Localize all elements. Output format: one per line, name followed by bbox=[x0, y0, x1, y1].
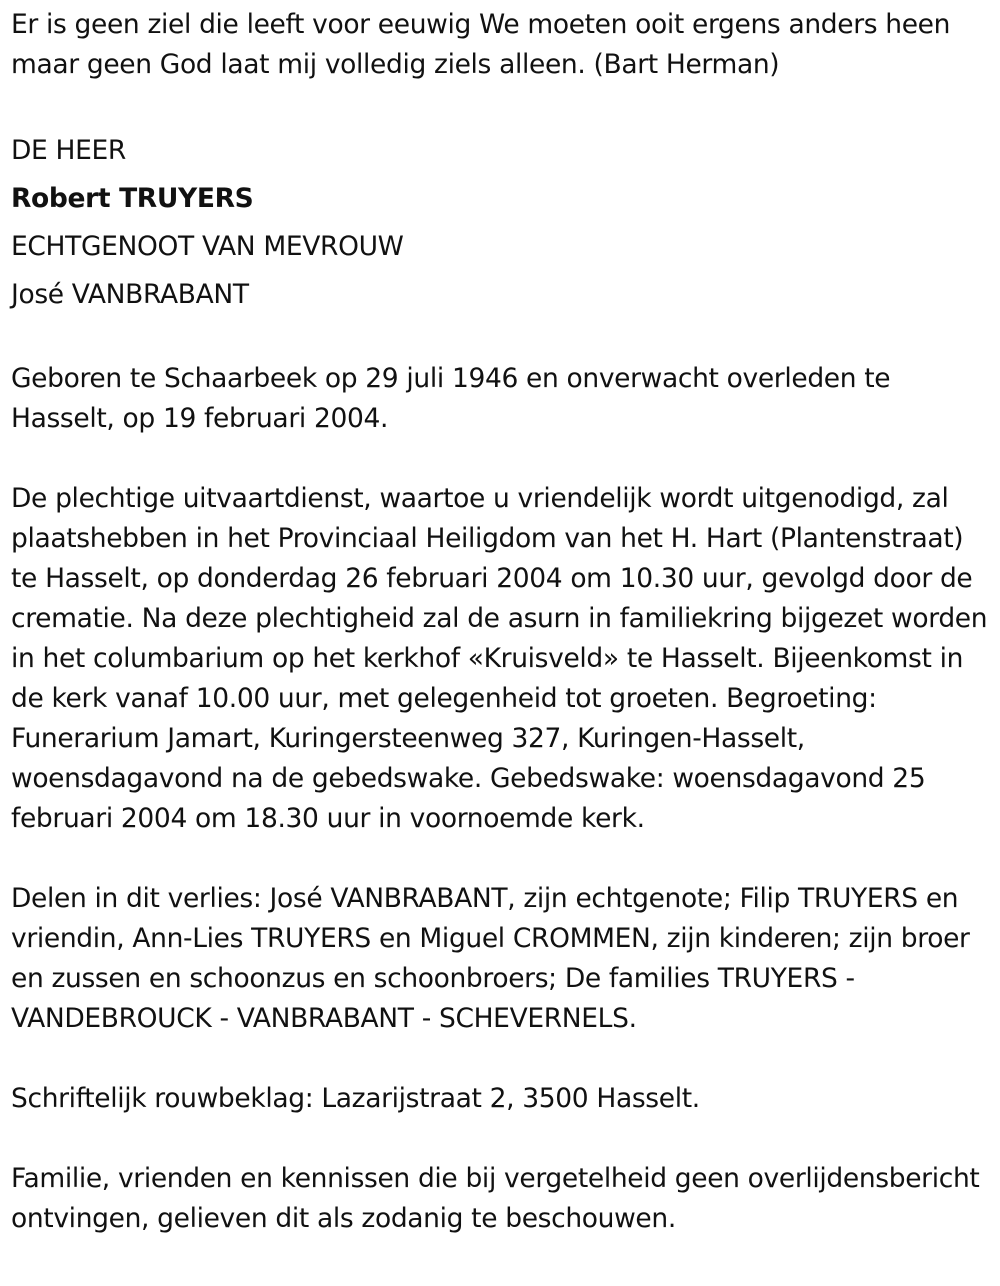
mourners-paragraph: Delen in dit verlies: José VANBRABANT, zijn echtgenote; Filip TRUYERS en vriendin, Ann-Lies TRUYERS en Miguel CROMMEN, zijn kinderen; zijn broer en zussen en schoonzus en schoonbroers; De families TRUYERS - VANDEBROUCK - VANBRABANT - SCHEVERNELS. bbox=[11, 883, 970, 1034]
paragraph-spacer bbox=[11, 839, 990, 879]
closing-note: Familie, vrienden en kennissen die bij vergetelheid geen overlijdensbericht ontvingen, gelieven dit als zodanig te beschouwen. bbox=[11, 1163, 980, 1234]
birth-death-paragraph: Geboren te Schaarbeek op 29 juli 1946 en onverwacht overleden te Hasselt, op 19 februari 2004. bbox=[11, 363, 891, 434]
opening-quote: Er is geen ziel die leeft voor eeuwig We moeten ooit ergens anders heen maar geen God laat mij volledig ziels alleen. (Bart Herman) bbox=[11, 9, 951, 80]
paragraph-spacer bbox=[11, 1039, 990, 1079]
honorific-title: DE HEER bbox=[11, 135, 126, 166]
paragraph-spacer bbox=[11, 439, 990, 479]
paragraph-spacer bbox=[11, 1119, 990, 1159]
condolence-address: Schriftelijk rouwbeklag: Lazarijstraat 2, 3500 Hasselt. bbox=[11, 1083, 700, 1114]
deceased-name: Robert TRUYERS bbox=[11, 183, 254, 214]
deceased-header bbox=[11, 127, 990, 319]
funeral-paragraph: De plechtige uitvaartdienst, waartoe u vriendelijk wordt uitgenodigd, zal plaatshebben in het Provinciaal Heiligdom van het H. Hart (Plantenstraat) te Hasselt, op donderdag 26 februari 2004 om 10.30 uur, gevolgd door de crematie. Na deze plechtigheid zal de asurn in familiekring bijgezet worden in het columbarium op het kerkhof «Kruisveld» te Hasselt. Bijeenkomst in de kerk vanaf 10.00 uur, met gelegenheid tot groeten. Begroeting: Funerarium Jamart, Kuringersteenweg 327, Kuringen-Hasselt, woensdagavond na de gebedswake. Gebedswake: woensdagavond 25 februari 2004 om 18.30 uur in voornoemde kerk. bbox=[11, 483, 988, 834]
spouse-name: José VANBRABANT bbox=[11, 279, 249, 310]
relation-line: ECHTGENOOT VAN MEVROUW bbox=[11, 231, 404, 262]
